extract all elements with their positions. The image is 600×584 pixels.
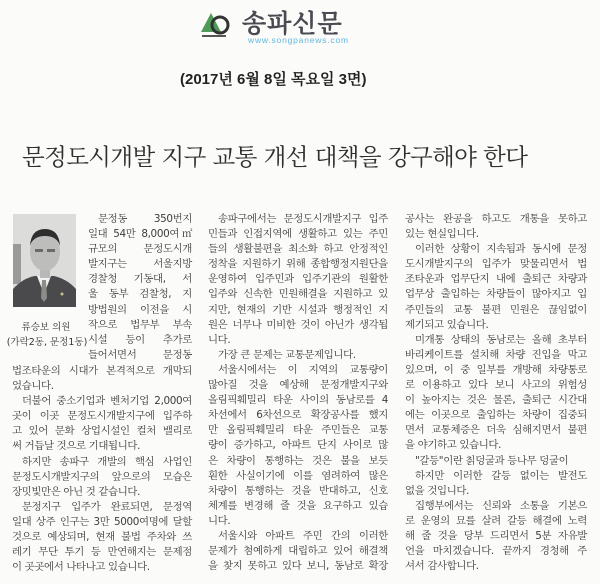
article-line: 니다.: [208, 514, 231, 527]
article-line: 고 있어 문화 상업시설인 컬처 밸리로: [12, 425, 192, 438]
article-line: 도시개발지구의 입주가 맞물리면서 법: [405, 258, 587, 271]
article-line: 문정지구 입주가 완료되면, 문정역: [22, 500, 192, 513]
article-line: 발지구는 서울지방: [88, 258, 192, 271]
article-line: 공사는 완공을 하고도 개통을 못하고: [405, 213, 587, 225]
article-line: 을 야기하고 있습니다.: [405, 439, 502, 452]
article-column-1-top: [88, 212, 192, 363]
article-line: 올림픽훼밀리 타운 사이의 동남로를 4: [208, 394, 388, 407]
article-line: 방법원의 이전을 시: [88, 303, 192, 316]
article-line: 언을 마치겠습니다. 끝까지 경청해 주: [405, 545, 587, 558]
article-line: 울 동부 검찰청, 지: [88, 288, 192, 301]
article-line: 은 차량이 통행하는 것은 불을 보듯: [208, 454, 388, 467]
article-line: 었습니다.: [12, 380, 54, 393]
article-line: 지만, 현재의 기반 시설과 행정적인 지: [208, 303, 388, 316]
article-line: 업무상 출입하는 차량들이 많아지고 입: [405, 288, 587, 301]
article-line: "갈등"이란 칡덩굴과 등나무 덩굴이: [415, 454, 569, 467]
article-line: 송파구에서는 문정도시개발지구 입주: [218, 213, 388, 225]
article-line: 없을 것입니다.: [405, 484, 470, 497]
article-line: 있으며, 이 중 일부를 개방해 차량통로: [405, 363, 587, 376]
article-line: 해 줄 것을 당부 드리면서 5분 자유발: [405, 529, 587, 542]
article-line: 을 찾지 못하고 있다 보니, 동남로 확장: [208, 560, 388, 573]
article-line: 시설 등이 추가로: [88, 333, 192, 346]
article-line: 이 곳곳에서 나타나고 있습니다.: [12, 561, 150, 574]
article-line: 체계를 변경해 줄 것을 요구하고 있습: [208, 499, 388, 512]
article-line: 조타운과 업무단지 내에 출퇴근 차량과: [405, 273, 587, 286]
article-line: 정착을 지원하기 위해 종합행정지원단을: [208, 258, 388, 271]
dateline: (2017년 6월 8일 목요일 3면): [180, 71, 367, 88]
author-photo: [13, 214, 76, 307]
article-line: 것으로 예상되며, 현재 불법 주차와 쓰: [12, 531, 192, 544]
article-line: 셔서 감사합니다.: [405, 560, 479, 573]
article-line: 가장 큰 문제는 교통문제입니다.: [218, 348, 356, 361]
article-column-3: [405, 212, 587, 574]
article-line: 들의 생활불편을 최소화 하고 안정적인: [208, 243, 388, 256]
newspaper-url: www.songpanews.com: [248, 35, 349, 45]
article-line: 써 거듭날 것으로 기대됩니다.: [12, 440, 141, 453]
article-line: 바리케이트를 설치해 차량 진입을 막고: [405, 348, 587, 361]
author-district: (가락2동, 문정1동): [6, 337, 88, 348]
article-line: 문정동 350번지: [98, 213, 192, 225]
article-line: 하지만 송파구 개발의 핵심 사업인: [22, 455, 192, 468]
newspaper-name: 송파신문: [242, 9, 343, 38]
article-line: 일대 54만 8,000여㎡: [88, 228, 192, 241]
article-line: 작으로 법무부 부속: [88, 318, 192, 331]
article-column-2: [208, 212, 388, 574]
article-line: 제기되고 있습니다.: [405, 318, 489, 331]
article-column-1-bottom: [12, 364, 192, 575]
headline: 문정도시개발 지구 교통 개선 대책을 강구해야 한다: [22, 143, 528, 171]
article-line: 운영하여 입주민과 입주기관의 원활한: [208, 273, 388, 286]
article-line: 장밋빛만은 아닌 것 같습니다.: [12, 485, 141, 498]
article-line: 문정도시개발지구의 앞으로의 모습은: [12, 470, 192, 483]
article-line: 법조타운의 시대가 본격적으로 개막되: [12, 365, 192, 377]
article-line: 들어서면서 문정동: [88, 348, 192, 361]
article-line: 차선에서 6차선으로 확장공사를 했지: [208, 409, 388, 422]
article-line: 있는 현실입니다.: [405, 228, 479, 241]
article-line: 니다.: [208, 333, 231, 346]
article-line: 집행부에서는 신뢰와 소통을 기본으: [415, 499, 587, 512]
article-line: 레기 무단 투기 등 만연해지는 문제점: [12, 546, 192, 559]
newspaper-logo-icon: [200, 10, 234, 40]
article-line: 많아질 것을 예상해 문정개발지구와: [208, 379, 388, 392]
article-line: 량이 증가하고, 아파트 단지 사이로 많: [208, 439, 388, 452]
portrait-image: [13, 214, 76, 307]
article-line: 민들과 인접지역에 생활하고 있는 주민: [208, 228, 388, 241]
article-line: 곳이 이곳 문정도시개발지구에 입주하: [12, 410, 192, 423]
article-line: 원은 너무나 미비한 것이 아닌가 생각됩: [208, 318, 388, 331]
article-line: 서울시에서는 이 지역의 교통량이: [218, 363, 388, 376]
article-line: 입주와 신속한 민원해결을 지원하고 있: [208, 288, 388, 301]
article-line: 미개통 상태의 동남로는 올해 초부터: [415, 333, 587, 346]
article-line: 일대 상주 인구는 3만 5000여명에 달할: [12, 515, 192, 528]
article-line: 경찰청 기동대, 서: [88, 273, 192, 286]
article-line: 만 올림픽훼밀리 타운 주민들은 교통: [208, 424, 388, 437]
article-line: 하지만 이러한 갈등 없이는 발전도: [415, 469, 587, 482]
article-line: 차량이 통행하는 것을 반대하고, 신호: [208, 484, 388, 497]
author-name: 류승보 의원: [21, 322, 71, 333]
article-line: 훤한 사실이기에 이를 염려하여 많은: [208, 469, 388, 482]
article-line: 면서 교통체증은 더욱 심해지면서 불편: [405, 424, 587, 437]
article-line: 문제가 첨예하게 대립하고 있어 해결책: [208, 545, 388, 558]
article-line: 로 운영의 묘를 살려 갈등 해결에 노력: [405, 514, 587, 527]
article-line: 에는 이곳으로 출입하는 차량이 집중되: [405, 409, 587, 422]
article-line: 이 높아지는 것은 물론, 출퇴근 시간대: [405, 394, 587, 407]
article-line: 서울시와 아파트 주민 간의 이러한: [218, 529, 388, 542]
article-line: 로 이용하고 있다 보니 사고의 위험성: [405, 379, 587, 392]
article-line: 더불어 중소기업과 벤처기업 2,000여: [22, 395, 192, 408]
masthead: [196, 8, 406, 44]
article-line: 주민들의 교통 불편 민원은 끊임없이: [405, 303, 587, 316]
article-line: 이러한 상황이 지속됨과 동시에 문정: [415, 243, 587, 256]
article-line: 규모의 문정도시개: [88, 243, 192, 256]
